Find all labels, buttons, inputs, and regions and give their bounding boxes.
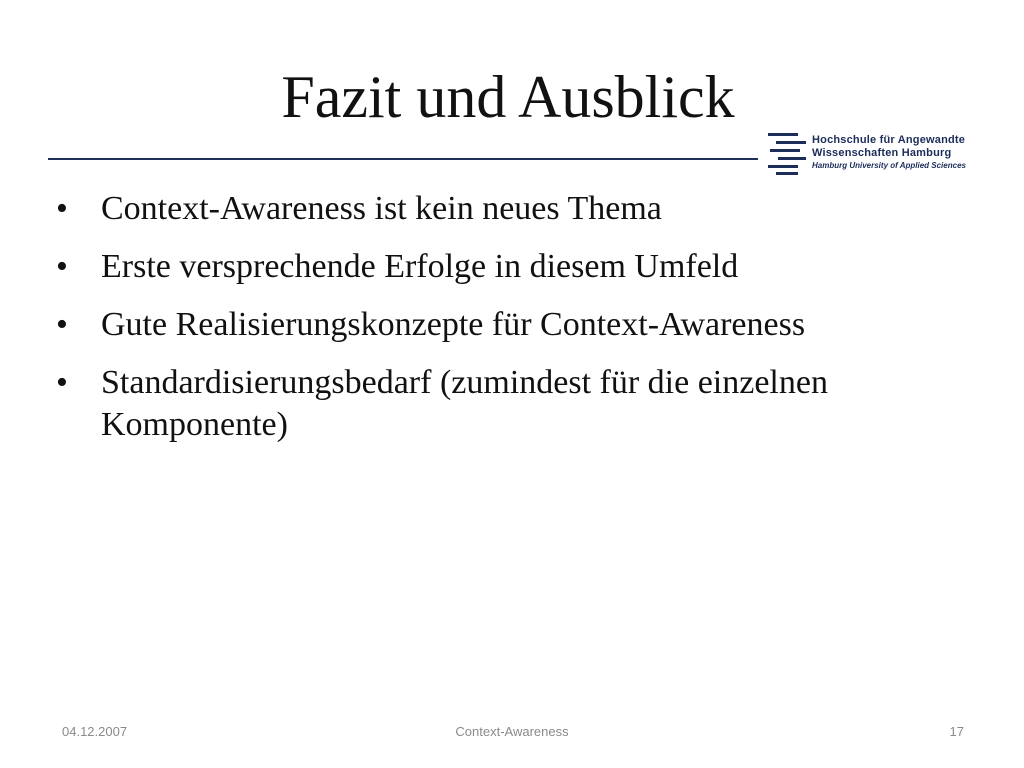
logo-text xyxy=(812,134,966,171)
bullet-text: Erste versprechende Erfolge in diesem Umfeld xyxy=(101,248,739,285)
slide-title: Fazit und Ausblick xyxy=(281,64,735,130)
bullet-marker: • xyxy=(56,248,68,285)
page-number: 17 xyxy=(949,724,964,739)
footer-title: Context-Awareness xyxy=(455,724,569,739)
bullet-item xyxy=(56,188,936,230)
logo-line-1: Hochschule für Angewandte xyxy=(812,134,966,146)
bullet-text: Standardisierungsbedarf (zumindest für die einzelnen Komponente) xyxy=(101,364,828,443)
title-divider xyxy=(48,158,758,160)
logo-line-3: Hamburg University of Applied Sciences xyxy=(812,161,966,170)
bullet-marker: • xyxy=(56,190,68,227)
university-logo xyxy=(768,131,988,177)
footer-date: 04.12.2007 xyxy=(62,724,128,739)
bullet-text: Gute Realisierungskonzepte für Context-Awareness xyxy=(101,306,806,343)
bullet-text: Context-Awareness ist kein neues Thema xyxy=(101,190,662,227)
logo-line-2: Wissenschaften Hamburg xyxy=(812,147,952,159)
bullet-marker: • xyxy=(56,364,68,401)
bullet-marker: • xyxy=(56,306,68,343)
bullet-list xyxy=(56,188,936,462)
haw-logo-icon xyxy=(768,131,808,177)
bullet-item xyxy=(56,246,936,288)
bullet-item xyxy=(56,362,936,446)
bullet-item xyxy=(56,304,936,346)
